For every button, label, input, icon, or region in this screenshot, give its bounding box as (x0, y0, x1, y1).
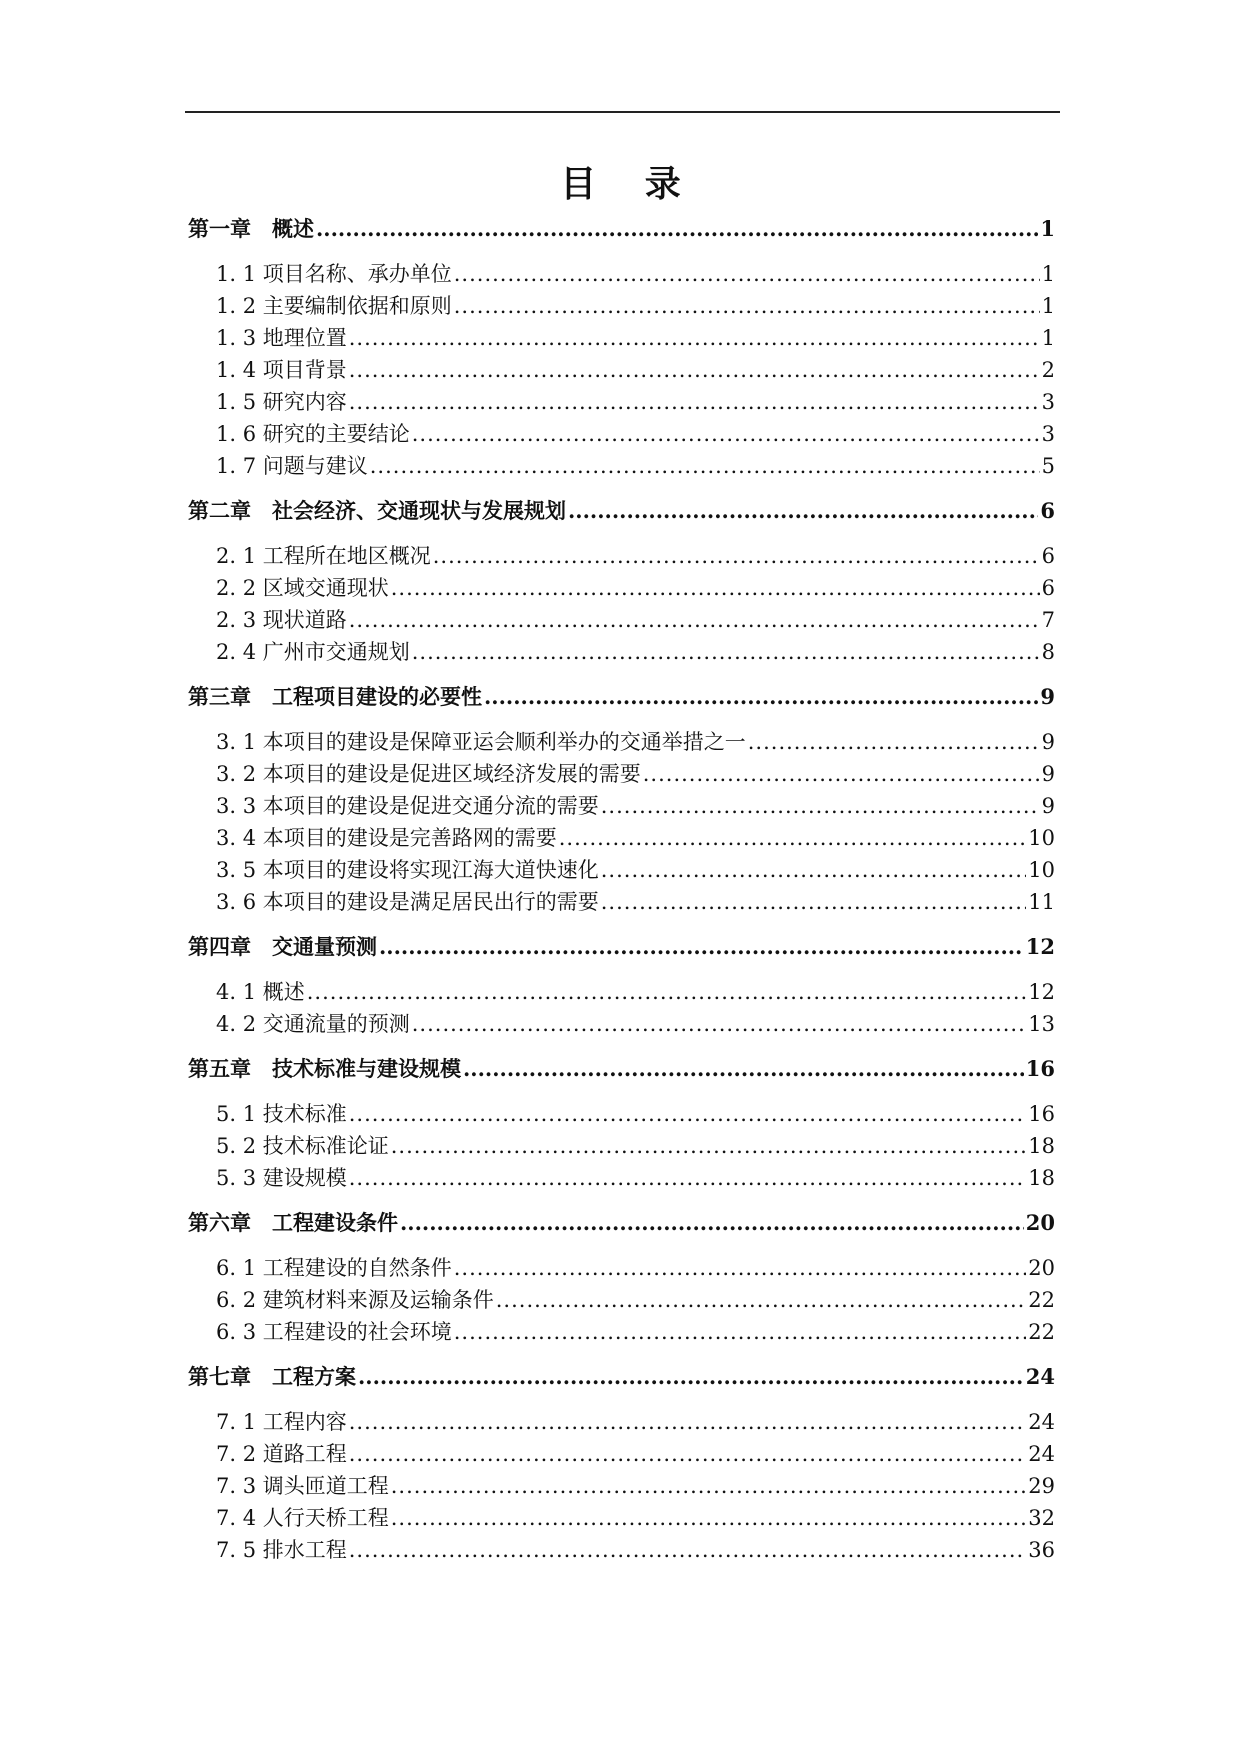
toc-dot-leader (484, 682, 1038, 712)
toc-section-entry[interactable] (216, 419, 1055, 449)
toc-page-number: 20 (1028, 1256, 1055, 1280)
toc-section-entry[interactable] (216, 1407, 1055, 1437)
toc-dot-leader (391, 573, 1040, 603)
toc-entry-title: 1. 3 地理位置 (216, 326, 347, 350)
toc-entry-title: 3. 1 本项目的建设是保障亚运会顺利举办的交通举措之一 (216, 730, 746, 754)
toc-chapter-entry[interactable] (188, 1054, 1055, 1084)
toc-page-number: 16 (1028, 1102, 1055, 1126)
toc-dot-leader (349, 387, 1040, 417)
toc-entry-title: 1. 5 研究内容 (216, 390, 347, 414)
toc-entry-title: 第二章 社会经济、交通现状与发展规划 (188, 498, 566, 523)
toc-entry-title: 1. 2 主要编制依据和原则 (216, 294, 452, 318)
toc-section-entry[interactable] (216, 1535, 1055, 1565)
toc-entry-title: 3. 6 本项目的建设是满足居民出行的需要 (216, 890, 599, 914)
toc-entry-title: 6. 3 工程建设的社会环境 (216, 1320, 452, 1344)
toc-page-number: 22 (1028, 1320, 1055, 1344)
toc-section-entry[interactable] (216, 323, 1055, 353)
toc-dot-leader (559, 823, 1027, 853)
toc-section-entry[interactable] (216, 1439, 1055, 1469)
toc-entry-title: 1. 7 问题与建议 (216, 454, 368, 478)
toc-section-entry[interactable] (216, 727, 1055, 757)
toc-page-number: 32 (1028, 1506, 1055, 1530)
toc-entry-title: 6. 1 工程建设的自然条件 (216, 1256, 452, 1280)
toc-entry-title: 第一章 概述 (188, 216, 314, 241)
toc-entry-title: 7. 2 道路工程 (216, 1442, 347, 1466)
toc-chapter-entry[interactable] (188, 1208, 1055, 1238)
toc-dot-leader (412, 419, 1040, 449)
toc-page-number: 9 (1041, 794, 1055, 818)
toc-page-number: 10 (1028, 826, 1055, 850)
toc-dot-leader (496, 1285, 1027, 1315)
toc-page-number: 8 (1041, 640, 1055, 664)
toc-page-number: 29 (1028, 1474, 1055, 1498)
toc-section-entry[interactable] (216, 1503, 1055, 1533)
toc-entry-title: 3. 4 本项目的建设是完善路网的需要 (216, 826, 557, 850)
toc-dot-leader (349, 1535, 1027, 1565)
toc-page-number: 24 (1025, 1364, 1055, 1389)
toc-entry-title: 第四章 交通量预测 (188, 934, 377, 959)
toc-entry-title: 2. 3 现状道路 (216, 608, 347, 632)
toc-page-number: 3 (1041, 422, 1055, 446)
toc-section-entry[interactable] (216, 855, 1055, 885)
toc-page-number: 1 (1041, 326, 1055, 350)
toc-dot-leader (601, 887, 1027, 917)
toc-chapter-entry[interactable] (188, 682, 1055, 712)
toc-page-number: 12 (1025, 934, 1055, 959)
toc-dot-leader (454, 1253, 1027, 1283)
toc-chapter-entry[interactable] (188, 214, 1055, 244)
toc-dot-leader (370, 451, 1040, 481)
toc-section-entry[interactable] (216, 1471, 1055, 1501)
toc-section-entry[interactable] (216, 541, 1055, 571)
toc-dot-leader (463, 1054, 1024, 1084)
toc-entry-title: 3. 5 本项目的建设将实现江海大道快速化 (216, 858, 599, 882)
toc-page-number: 12 (1028, 980, 1055, 1004)
toc-entry-title: 6. 2 建筑材料来源及运输条件 (216, 1288, 494, 1312)
toc-page-number: 18 (1028, 1166, 1055, 1190)
toc-section-entry[interactable] (216, 573, 1055, 603)
toc-entry-title: 5. 1 技术标准 (216, 1102, 347, 1126)
toc-dot-leader (601, 791, 1040, 821)
toc-section-entry[interactable] (216, 1317, 1055, 1347)
toc-section-entry[interactable] (216, 1163, 1055, 1193)
toc-dot-leader (316, 214, 1038, 244)
toc-entry-title: 1. 6 研究的主要结论 (216, 422, 410, 446)
toc-section-entry[interactable] (216, 791, 1055, 821)
toc-dot-leader (454, 291, 1040, 321)
toc-dot-leader (400, 1208, 1024, 1238)
toc-page-number: 1 (1041, 262, 1055, 286)
toc-section-entry[interactable] (216, 887, 1055, 917)
toc-entry-title: 2. 1 工程所在地区概况 (216, 544, 431, 568)
toc-entry-title: 7. 3 调头匝道工程 (216, 1474, 389, 1498)
toc-dot-leader (748, 727, 1040, 757)
toc-page-number: 3 (1041, 390, 1055, 414)
toc-section-entry[interactable] (216, 605, 1055, 635)
toc-page-number: 6 (1040, 498, 1055, 523)
toc-section-entry[interactable] (216, 1285, 1055, 1315)
toc-chapter-entry[interactable] (188, 496, 1055, 526)
toc-entry-title: 第六章 工程建设条件 (188, 1210, 398, 1235)
toc-page-number: 9 (1040, 684, 1055, 709)
toc-dot-leader (349, 1439, 1027, 1469)
toc-page-number: 9 (1041, 762, 1055, 786)
toc-entry-title: 5. 3 建设规模 (216, 1166, 347, 1190)
toc-entry-title: 4. 2 交通流量的预测 (216, 1012, 410, 1036)
toc-dot-leader (643, 759, 1040, 789)
toc-section-entry[interactable] (216, 291, 1055, 321)
toc-page-number: 11 (1028, 890, 1055, 914)
toc-dot-leader (433, 541, 1040, 571)
toc-page-number: 24 (1028, 1442, 1055, 1466)
toc-page-number: 16 (1025, 1056, 1055, 1081)
toc-section-entry[interactable] (216, 977, 1055, 1007)
toc-entry-title: 2. 4 广州市交通规划 (216, 640, 410, 664)
toc-dot-leader (349, 605, 1040, 635)
toc-page-number: 9 (1041, 730, 1055, 754)
toc-section-entry[interactable] (216, 823, 1055, 853)
toc-dot-leader (349, 355, 1040, 385)
toc-entry-title: 第七章 工程方案 (188, 1364, 356, 1389)
toc-entry-title: 3. 3 本项目的建设是促进交通分流的需要 (216, 794, 599, 818)
toc-page-number: 5 (1041, 454, 1055, 478)
toc-dot-leader (454, 1317, 1027, 1347)
toc-entry-title: 7. 5 排水工程 (216, 1538, 347, 1562)
toc-dot-leader (601, 855, 1027, 885)
toc-dot-leader (379, 932, 1024, 962)
toc-page-number: 18 (1028, 1134, 1055, 1158)
toc-entry-title: 1. 4 项目背景 (216, 358, 347, 382)
toc-page-number: 2 (1041, 358, 1055, 382)
toc-dot-leader (349, 1163, 1027, 1193)
toc-section-entry[interactable] (216, 1131, 1055, 1161)
toc-dot-leader (391, 1503, 1027, 1533)
toc-page-number: 7 (1041, 608, 1055, 632)
toc-title: 目 录 (560, 163, 699, 205)
toc-dot-leader (412, 637, 1040, 667)
toc-section-entry[interactable] (216, 1009, 1055, 1039)
toc-entry-title: 2. 2 区域交通现状 (216, 576, 389, 600)
toc-entry-title: 第三章 工程项目建设的必要性 (188, 684, 482, 709)
toc-page-number: 36 (1028, 1538, 1055, 1562)
toc-page-number: 20 (1025, 1210, 1055, 1235)
toc-entry-title: 第五章 技术标准与建设规模 (188, 1056, 461, 1081)
toc-section-entry[interactable] (216, 355, 1055, 385)
toc-dot-leader (349, 1099, 1027, 1129)
toc-dot-leader (454, 259, 1040, 289)
toc-section-entry[interactable] (216, 1253, 1055, 1283)
toc-dot-leader (358, 1362, 1024, 1392)
toc-section-entry[interactable] (216, 451, 1055, 481)
toc-entry-title: 7. 1 工程内容 (216, 1410, 347, 1434)
toc-page-number: 13 (1028, 1012, 1055, 1036)
toc-dot-leader (568, 496, 1038, 526)
toc-section-entry[interactable] (216, 759, 1055, 789)
toc-section-entry[interactable] (216, 387, 1055, 417)
toc-entry-title: 3. 2 本项目的建设是促进区域经济发展的需要 (216, 762, 641, 786)
toc-chapter-entry[interactable] (188, 932, 1055, 962)
toc-section-entry[interactable] (216, 259, 1055, 289)
toc-entry-title: 4. 1 概述 (216, 980, 305, 1004)
toc-dot-leader (412, 1009, 1027, 1039)
toc-section-entry[interactable] (216, 637, 1055, 667)
toc-page-number: 6 (1041, 576, 1055, 600)
toc-page-number: 10 (1028, 858, 1055, 882)
toc-page-number: 24 (1028, 1410, 1055, 1434)
toc-entry-title: 1. 1 项目名称、承办单位 (216, 262, 452, 286)
toc-section-entry[interactable] (216, 1099, 1055, 1129)
toc-entry-title: 7. 4 人行天桥工程 (216, 1506, 389, 1530)
toc-chapter-entry[interactable] (188, 1362, 1055, 1392)
toc-dot-leader (391, 1471, 1027, 1501)
toc-dot-leader (349, 323, 1040, 353)
toc-page-number: 22 (1028, 1288, 1055, 1312)
toc-dot-leader (391, 1131, 1027, 1161)
toc-dot-leader (349, 1407, 1027, 1437)
toc-dot-leader (307, 977, 1027, 1007)
toc-entry-title: 5. 2 技术标准论证 (216, 1134, 389, 1158)
toc-page-number: 1 (1040, 216, 1055, 241)
toc-page-number: 6 (1041, 544, 1055, 568)
toc-page-number: 1 (1041, 294, 1055, 318)
